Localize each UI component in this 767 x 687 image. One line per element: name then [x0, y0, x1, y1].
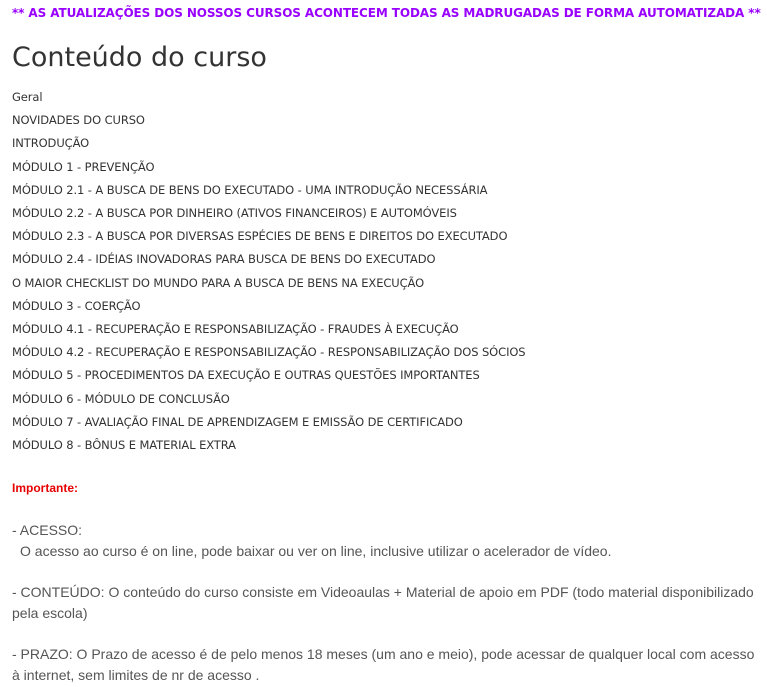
course-module-list [12, 86, 757, 457]
access-text: O acesso ao curso é on line, pode baixar ou ver on line, inclusive utilizar o acelerador de vídeo. [20, 543, 612, 560]
module-item[interactable]: NOVIDADES DO CURSO [12, 113, 145, 128]
term-text: - PRAZO: O Prazo de acesso é de pelo menos 18 meses (um ano e meio), pode acessar de qualquer local com acesso à internet, sem limites de nr de acesso . [12, 646, 755, 684]
module-item[interactable]: MÓDULO 2.1 - A BUSCA DE BENS DO EXECUTADO - UMA INTRODUÇÃO NECESSÁRIA [12, 182, 488, 197]
content-text: - CONTEÚDO: O conteúdo do curso consiste em Videoaulas + Material de apoio em PDF (todo material disponibilizado pela escola) [12, 584, 754, 622]
page-title: Conteúdo do curso [12, 42, 267, 73]
course-content-page [12, 0, 761, 686]
module-item[interactable]: MÓDULO 6 - MÓDULO DE CONCLUSÃO [12, 391, 230, 406]
module-item[interactable]: INTRODUÇÃO [12, 136, 90, 151]
module-item[interactable]: MÓDULO 8 - BÔNUS E MATERIAL EXTRA [12, 438, 236, 453]
module-item[interactable]: MÓDULO 2.2 - A BUSCA POR DINHEIRO (ATIVOS FINANCEIROS) E AUTOMÓVEIS [12, 206, 457, 221]
module-item[interactable]: MÓDULO 3 - COERÇÃO [12, 298, 141, 313]
module-item[interactable]: MÓDULO 2.3 - A BUSCA POR DIVERSAS ESPÉCIES DE BENS E DIREITOS DO EXECUTADO [12, 229, 508, 244]
important-label: Importante: [12, 481, 78, 496]
access-heading: - ACESSO: [12, 522, 83, 539]
module-item[interactable]: MÓDULO 4.2 - RECUPERAÇÃO E RESPONSABILIZAÇÃO - RESPONSABILIZAÇÃO DOS SÓCIOS [12, 345, 526, 360]
module-item[interactable]: Geral [12, 90, 43, 104]
module-item[interactable]: O MAIOR CHECKLIST DO MUNDO PARA A BUSCA DE BENS NA EXECUÇÃO [12, 275, 425, 290]
important-notes [12, 479, 757, 686]
update-banner: ** AS ATUALIZAÇÕES DOS NOSSOS CURSOS ACONTECEM TODAS AS MADRUGADAS DE FORMA AUTOMATIZADA ** [12, 6, 761, 20]
module-item[interactable]: MÓDULO 7 - AVALIAÇÃO FINAL DE APRENDIZAGEM E EMISSÃO DE CERTIFICADO [12, 414, 463, 429]
module-item[interactable]: MÓDULO 1 - PREVENÇÃO [12, 159, 155, 174]
module-item[interactable]: MÓDULO 2.4 - IDÉIAS INOVADORAS PARA BUSCA DE BENS DO EXECUTADO [12, 252, 436, 267]
module-item[interactable]: MÓDULO 4.1 - RECUPERAÇÃO E RESPONSABILIZAÇÃO - FRAUDES À EXECUÇÃO [12, 322, 459, 337]
module-item[interactable]: MÓDULO 5 - PROCEDIMENTOS DA EXECUÇÃO E OUTRAS QUESTÕES IMPORTANTES [12, 368, 480, 383]
